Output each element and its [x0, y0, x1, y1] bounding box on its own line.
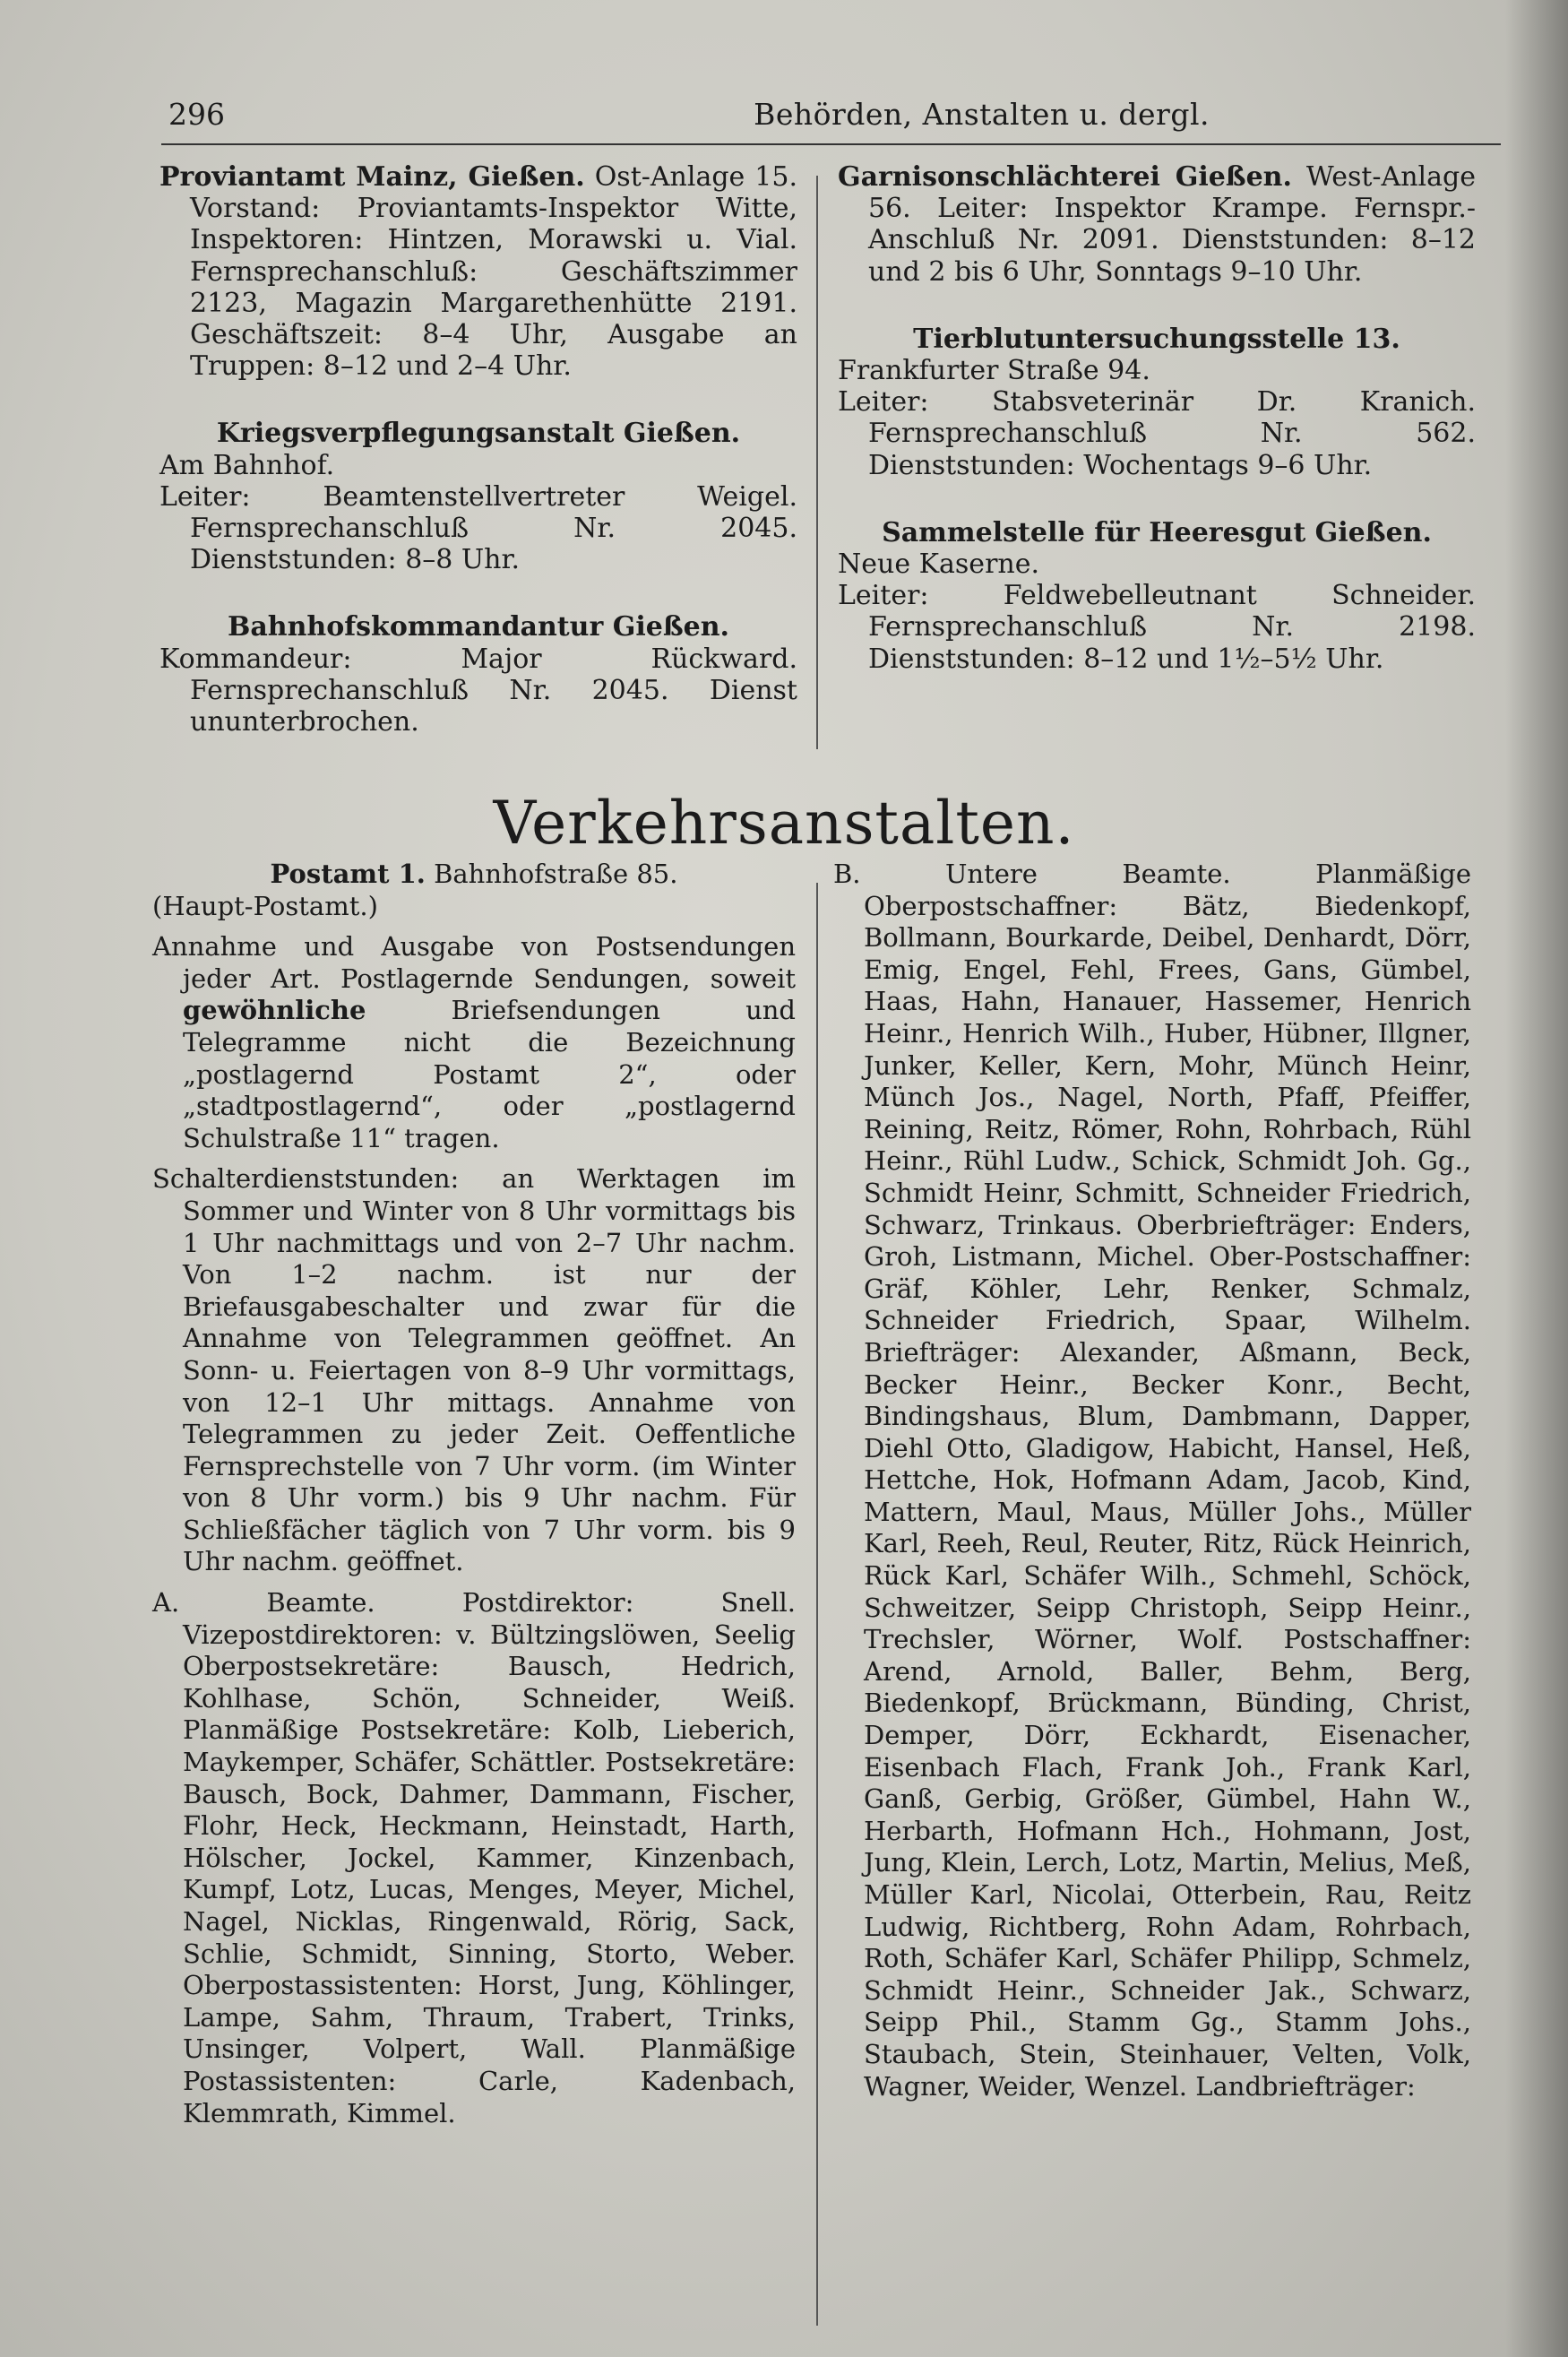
bottom-right-column: [833, 859, 1471, 2102]
postamt-title: Postamt 1.: [270, 859, 426, 889]
entry-address: Ost-Anlage 15.: [584, 161, 798, 193]
emphasis-text: gewöhnliche: [183, 995, 366, 1026]
entry-body: Leiter: Feldwebelleutnant Schneider. Fernsprechanschluß Nr. 2198. Dienststunden: 8–12 und 1½–5½ Uhr.: [838, 580, 1476, 675]
entry-address: Frankfurter Straße 94.: [838, 355, 1150, 387]
postamt-subtitle: (Haupt-Postamt.): [152, 890, 378, 921]
entry-body: Kommandeur: Major Rückward. Fernsprechanschluß Nr. 2045. Dienst ununterbrochen.: [159, 643, 797, 738]
entry-title: Proviantamt Mainz, Gießen.: [159, 161, 585, 193]
entry-kriegsverpflegungsanstalt: [159, 418, 797, 575]
entry-title: Sammelstelle für Heeresgut Gießen.: [882, 516, 1432, 548]
bottom-left-column: [152, 859, 796, 2138]
entry-title: Tierblutuntersuchungsstelle 13.: [913, 323, 1400, 355]
entry-address: West-Anlage 56.: [868, 161, 1476, 225]
column-divider-bottom: [816, 883, 818, 2326]
postamt-paragraph-untere-beamte: B. Untere Beamte. Planmäßige Oberpostschaffner: Bätz, Biedenkopf, Bollmann, Bourkarde, Deibel, Denhardt, Dörr, Emig, Engel, Fehl, Frees, Gans, Gümbel, Haas, Hahn, Hanauer, Hassemer, Henrich Heinr., Henrich Wilh., Huber, Hübner, Illgner, Junker, Keller, Kern, Mohr, Münch Heinr, Münch Jos., Nagel, North, Pfaff, Pfeiffer, Reining, Reitz, Römer, Rohn, Rohrbach, Rühl Heinr., Rühl Ludw., Schick, Schmidt Joh. Gg., Schmidt Heinr, Schmitt, Schneider Friedrich, Schwarz, Trinkaus. Oberbriefträger: Enders, Groh, Listmann, Michel. Ober-Postschaffner: Gräf, Köhler, Lehr, Renker, Schmalz, Schneider Friedrich, Spaar, Wilhelm. Briefträger: Alexander, Aßmann, Beck, Becker Heinr., Becker Konr., Becht, Bindingshaus, Blum, Dambmann, Dapper, Diehl Otto, Gladigow, Habicht, Hansel, Heß, Hettche, Hok, Hofmann Adam, Jacob, Kind, Mattern, Maul, Maus, Müller Johs., Müller Karl, Reeh, Reul, Reuter, Ritz, Rück Heinrich, Rück Karl, Schäfer Wilh., Schmehl, Schöck, Schweitzer, Seipp Christoph, Seipp Heinr., Trechsler, Wörner, Wolf. Postschaffner: Arend, Arnold, Baller, Behm, Berg, Biedenkopf, Brückmann, Bünding, Christ, Demper, Dörr, Eckhardt, Eisenacher, Eisenbach Flach, Frank Joh., Frank Karl, Ganß, Gerbig, Größer, Gümbel, Hahn W., Herbarth, Hofmann Hch., Hohmann, Jost, Jung, Klein, Lerch, Lotz, Martin, Melius, Meß, Müller Karl, Nicolai, Otterbein, Rau, Reitz Ludwig, Richtberg, Rohn Adam, Rohrbach, Roth, Schäfer Karl, Schäfer Philipp, Schmelz, Schmidt Heinr., Schneider Jak., Schwarz, Seipp Phil., Stamm Gg., Stamm Johs., Staubach, Stein, Steinhauer, Velten, Volk, Wagner, Weider, Wenzel. Landbriefträger:: [833, 859, 1471, 2102]
entry-title: Garnisonschlächterei Gießen.: [838, 161, 1292, 193]
entry-body: Leiter: Stabsveterinär Dr. Kranich. Fernsprechanschluß Nr. 562. Dienststunden: Wochentags 9–6 Uhr.: [838, 386, 1476, 481]
entry-title: Bahnhofskommandantur Gießen.: [228, 611, 729, 643]
column-divider-top: [816, 176, 818, 749]
running-head: Behörden, Anstalten u. dergl.: [754, 97, 1210, 132]
entry-garnisonschlaechterei: [838, 161, 1476, 288]
entry-sammelstelle: [838, 517, 1476, 675]
section-title: Verkehrsanstalten.: [493, 789, 1075, 858]
entry-title: Kriegsverpflegungsanstalt Gießen.: [216, 418, 741, 450]
postamt-paragraph-beamte: A. Beamte. Postdirektor: Snell. Vizepostdirektoren: v. Bültzingslöwen, Seelig Oberpostsekretäre: Bausch, Hedrich, Kohlhase, Schön, Schneider, Weiß. Planmäßige Postsekretäre: Kolb, Lieberich, Maykemper, Schäfer, Schättler. Postsekretäre: Bausch, Bock, Dahmer, Dammann, Fischer, Flohr, Heck, Heckmann, Heinstadt, Harth, Hölscher, Jockel, Kammer, Kinzenbach, Kumpf, Lotz, Lucas, Menges, Meyer, Michel, Nagel, Nicklas, Ringenwald, Rörig, Sack, Schlie, Schmidt, Sinning, Storto, Weber. Oberpostassistenten: Horst, Jung, Köhlinger, Lampe, Sahm, Thraum, Trabert, Trinks, Unsinger, Volpert, Wall. Planmäßige Postassistenten: Carle, Kadenbach, Klemmrath, Kimmel.: [152, 1587, 796, 2128]
page-header: [161, 97, 1505, 142]
top-left-column: [159, 161, 797, 773]
postamt-paragraph-schalter: Schalterdienststunden: an Werktagen im Sommer und Winter von 8 Uhr vormittags bis 1 Uhr nachmittags und von 2–7 Uhr nachm. Von 1–2 nachm. ist nur der Briefausgabeschalter und zwar für die Annahme von Telegrammen geöffnet. An Sonn- u. Feiertagen von 8–9 Uhr vormittags, von 12–1 Uhr mittags. Annahme von Telegrammen zu jeder Zeit. Oeffentliche Fernsprechstelle von 7 Uhr vorm. (im Winter von 8 Uhr vorm.) bis 9 Uhr nachm. Für Schließfächer täglich von 7 Uhr vorm. bis 9 Uhr nachm. geöffnet.: [152, 1163, 796, 1577]
page-number: 296: [168, 97, 225, 132]
postamt-paragraph-annahme: [152, 931, 796, 1154]
entry-body: Vorstand: Proviantamts-Inspektor Witte, Inspektoren: Hintzen, Morawski u. Vial. Fernsprechanschluß: Geschäftszimmer 2123, Magazin Margarethenhütte 2191. Geschäftszeit: 8–4 Uhr, Ausgabe an Truppen: 8–12 und 2–4 Uhr.: [190, 193, 797, 383]
entry-bahnhofskommandantur: [159, 611, 797, 738]
postamt-address: Bahnhofstraße 85.: [425, 859, 678, 889]
paragraph-text: Briefsendungen und Telegramme nicht die Bezeichnung „postlagernd Postamt 2“, oder „stadtpostlagernd“, oder „postlagernd Schulstraße 11“ tragen.: [183, 995, 796, 1153]
entry-proviantamt: [159, 161, 797, 382]
entry-body: Leiter: Beamtenstellvertreter Weigel. Fernsprechanschluß Nr. 2045. Dienststunden: 8–8 Uhr.: [159, 480, 797, 576]
paragraph-text: Annahme und Ausgabe von Postsendungen jeder Art. Postlagernde Sendungen, soweit: [152, 931, 796, 994]
entry-tierblutuntersuchungsstelle: [838, 324, 1476, 481]
page-edge-shadow: [1505, 0, 1568, 2357]
header-rule: [161, 143, 1501, 145]
entry-address: Neue Kaserne.: [838, 548, 1040, 581]
entry-body: Leiter: Inspektor Krampe. Fernspr.-Anschluß Nr. 2091. Dienststunden: 8–12 und 2 bis 6 Uhr, Sonntags 9–10 Uhr.: [868, 193, 1476, 288]
top-right-column: [838, 161, 1476, 711]
entry-address: Am Bahnhof.: [159, 449, 335, 481]
